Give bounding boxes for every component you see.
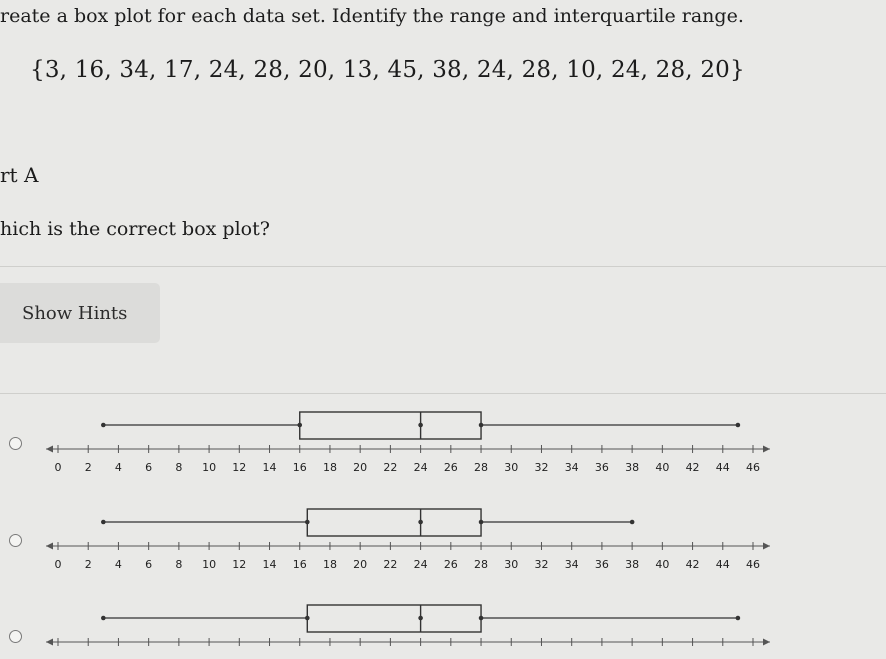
divider [0, 266, 886, 267]
tick-label: 34 [564, 558, 579, 571]
answer-option-1-plot [0, 403, 886, 485]
iqr-box [307, 509, 481, 536]
tick-label: 16 [292, 461, 307, 474]
tick-label: 4 [114, 558, 122, 571]
min-point [101, 616, 106, 621]
tick-label: 8 [175, 461, 183, 474]
tick-label: 28 [474, 461, 489, 474]
tick-label: 0 [54, 558, 62, 571]
min-point [101, 520, 106, 525]
tick-label: 28 [474, 558, 489, 571]
q3-point [479, 423, 484, 428]
tick-label: 38 [625, 461, 640, 474]
tick-label: 30 [504, 558, 519, 571]
tick-label: 36 [594, 461, 609, 474]
tick-label: 6 [145, 558, 153, 571]
tick-label: 6 [145, 461, 153, 474]
arrow-left-icon [46, 639, 53, 646]
max-point [736, 616, 741, 621]
tick-label: 10 [202, 558, 217, 571]
tick-label: 40 [655, 461, 670, 474]
tick-label: 32 [534, 558, 549, 571]
tick-label: 24 [413, 558, 428, 571]
tick-label: 10 [202, 461, 217, 474]
answer-option-2-plot [0, 500, 886, 582]
arrow-left-icon [46, 446, 53, 453]
answer-option-3-plot [0, 596, 886, 659]
tick-label: 14 [262, 558, 277, 571]
tick-label: 46 [746, 558, 760, 571]
tick-label: 4 [114, 461, 122, 474]
box-plot-2 [0, 500, 886, 582]
q3-point [479, 616, 484, 621]
tick-label: 46 [746, 461, 760, 474]
arrow-right-icon [763, 446, 770, 453]
box-plot-1 [0, 403, 886, 485]
q1-point [305, 520, 310, 525]
arrow-left-icon [46, 543, 53, 550]
tick-label: 38 [625, 558, 640, 571]
tick-label: 12 [232, 461, 247, 474]
tick-label: 44 [715, 558, 730, 571]
tick-label: 20 [353, 558, 368, 571]
tick-label: 32 [534, 461, 549, 474]
tick-label: 26 [443, 461, 458, 474]
q3-point [479, 520, 484, 525]
tick-label: 14 [262, 461, 277, 474]
tick-label: 8 [175, 558, 183, 571]
tick-label: 26 [443, 558, 458, 571]
instruction-text: reate a box plot for each data set. Identify the range and interquartile range. [0, 5, 744, 27]
tick-label: 18 [322, 558, 337, 571]
tick-label: 2 [84, 461, 92, 474]
q1-point [297, 423, 302, 428]
tick-label: 44 [715, 461, 730, 474]
iqr-box [300, 412, 481, 439]
tick-label: 24 [413, 461, 428, 474]
tick-label: 36 [594, 558, 609, 571]
data-set: {3, 16, 34, 17, 24, 28, 20, 13, 45, 38, 24, 28, 10, 24, 28, 20} [30, 57, 745, 83]
median-point [418, 616, 423, 621]
tick-label: 12 [232, 558, 247, 571]
tick-label: 22 [383, 461, 398, 474]
arrow-right-icon [763, 543, 770, 550]
median-point [418, 423, 423, 428]
divider [0, 393, 886, 394]
median-point [418, 520, 423, 525]
tick-label: 0 [54, 461, 62, 474]
arrow-right-icon [763, 639, 770, 646]
tick-label: 42 [685, 461, 700, 474]
tick-label: 22 [383, 558, 398, 571]
tick-label: 18 [322, 461, 337, 474]
tick-label: 16 [292, 558, 307, 571]
max-point [736, 423, 741, 428]
tick-label: 42 [685, 558, 700, 571]
part-label: rt A [0, 163, 39, 187]
question-text: hich is the correct box plot? [0, 218, 270, 240]
tick-label: 20 [353, 461, 368, 474]
tick-label: 30 [504, 461, 519, 474]
tick-label: 40 [655, 558, 670, 571]
min-point [101, 423, 106, 428]
q1-point [305, 616, 310, 621]
max-point [630, 520, 635, 525]
tick-label: 2 [84, 558, 92, 571]
iqr-box [307, 605, 481, 632]
box-plot-3 [0, 596, 886, 659]
show-hints-button[interactable]: Show Hints [0, 283, 160, 343]
tick-label: 34 [564, 461, 579, 474]
